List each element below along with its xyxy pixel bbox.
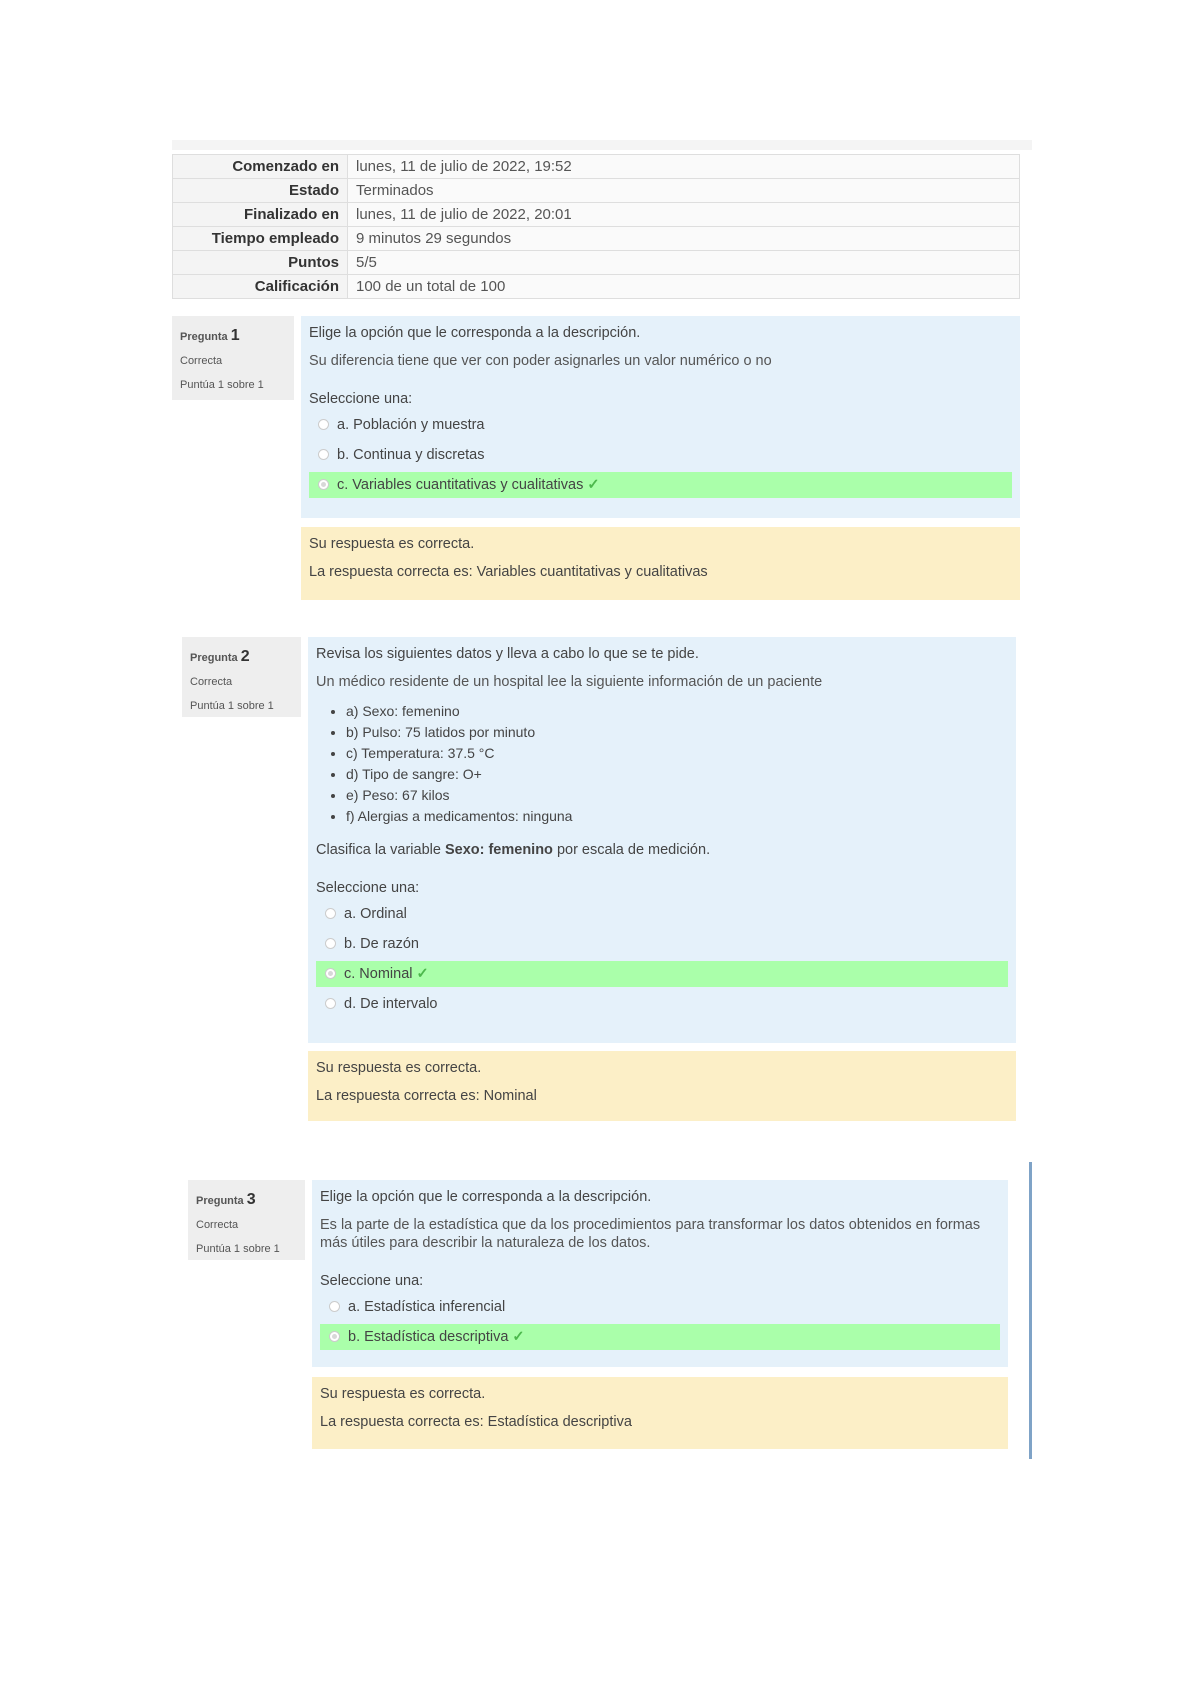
check-icon: ✓ [512, 1329, 525, 1345]
question-formulation-1 [301, 316, 1020, 518]
summary-label: Estado [173, 179, 348, 203]
summary-label: Calificación [173, 275, 348, 299]
option-label: c. Variables cuantitativas y cualitativas [337, 477, 584, 493]
option-label: a. Estadística inferencial [348, 1299, 506, 1315]
question-instruction: Clasifica la variable Sexo: femenino por escala de medición. [316, 842, 711, 858]
question-intro: Elige la opción que le corresponda a la descripción. [320, 1189, 652, 1205]
answer-option[interactable] [309, 412, 1012, 438]
list-item: • f) Alergias a medicamentos: ninguna [346, 806, 1008, 827]
feedback-text: Su respuesta es correcta. [309, 536, 475, 552]
summary-row-finished [173, 203, 1020, 227]
option-label: a. Población y muestra [337, 417, 485, 433]
question-number: Pregunta 3 [196, 1191, 256, 1208]
question-formulation-3 [312, 1180, 1008, 1367]
question-number: Pregunta 1 [180, 327, 240, 344]
radio-button-selected[interactable] [318, 479, 329, 490]
answer-prompt: Seleccione una: [309, 391, 413, 407]
question-grade: Puntúa 1 sobre 1 [180, 379, 264, 391]
answer-options [320, 1294, 1000, 1350]
radio-button[interactable] [318, 449, 329, 460]
answer-option[interactable] [316, 991, 1008, 1017]
list-item: • a) Sexo: femenino [346, 701, 1008, 722]
answer-option[interactable] [316, 931, 1008, 957]
question-state: Correcta [180, 355, 223, 367]
question-intro: Revisa los siguientes datos y lleva a cabo lo que se te pide. [316, 646, 699, 662]
radio-button[interactable] [329, 1301, 340, 1312]
question-formulation-2 [308, 637, 1016, 1043]
question-feedback-1 [301, 527, 1020, 600]
right-answer: La respuesta correcta es: Variables cuantitativas y cualitativas [309, 564, 708, 580]
attempt-summary-table [172, 154, 1020, 299]
radio-button[interactable] [325, 938, 336, 949]
answer-options [309, 412, 1012, 498]
question-text: Un médico residente de un hospital lee la siguiente información de un paciente [316, 674, 823, 690]
question-grade: Puntúa 1 sobre 1 [196, 1243, 280, 1255]
summary-label: Finalizado en [173, 203, 348, 227]
question-feedback-2 [308, 1051, 1016, 1121]
summary-label: Comenzado en [173, 155, 348, 179]
list-item: • b) Pulso: 75 latidos por minuto [346, 722, 1008, 743]
option-label: d. De intervalo [344, 996, 438, 1012]
list-item: • c) Temperatura: 37.5 °C [346, 743, 1008, 764]
radio-button[interactable] [325, 908, 336, 919]
question-feedback-3 [312, 1377, 1008, 1449]
option-label: a. Ordinal [344, 906, 407, 922]
answer-option-correct[interactable] [316, 961, 1008, 987]
answer-option[interactable] [320, 1294, 1000, 1320]
summary-row-points [173, 251, 1020, 275]
summary-value: 9 minutos 29 segundos [348, 227, 1020, 251]
summary-label: Tiempo empleado [173, 227, 348, 251]
option-label: b. De razón [344, 936, 419, 952]
radio-button-selected[interactable] [329, 1331, 340, 1342]
summary-value: 100 de un total de 100 [348, 275, 1020, 299]
feedback-text: Su respuesta es correcta. [320, 1386, 486, 1402]
answer-option-correct[interactable] [320, 1324, 1000, 1350]
radio-button[interactable] [325, 998, 336, 1009]
right-answer: La respuesta correcta es: Nominal [316, 1088, 537, 1104]
summary-row-started [173, 155, 1020, 179]
summary-value: lunes, 11 de julio de 2022, 20:01 [348, 203, 1020, 227]
question-info-3 [188, 1180, 305, 1260]
radio-button[interactable] [318, 419, 329, 430]
summary-row-state [173, 179, 1020, 203]
question-state: Correcta [196, 1219, 239, 1231]
list-item: • e) Peso: 67 kilos [346, 785, 1008, 806]
page-header-band [172, 140, 1032, 150]
summary-value: Terminados [348, 179, 1020, 203]
question-grade: Puntúa 1 sobre 1 [190, 700, 274, 712]
question-text: Su diferencia tiene que ver con poder asignarles un valor numérico o no [309, 353, 772, 369]
question-text: Es la parte de la estadística que da los procedimientos para transformar los datos obtenidos en formas más útiles para describir la naturaleza de los datos. [320, 1217, 981, 1251]
list-item: • d) Tipo de sangre: O+ [346, 764, 1008, 785]
radio-button-selected[interactable] [325, 968, 336, 979]
question-info-2 [182, 637, 301, 717]
answer-prompt: Seleccione una: [316, 880, 420, 896]
summary-value: 5/5 [348, 251, 1020, 275]
summary-row-grade [173, 275, 1020, 299]
check-icon: ✓ [587, 477, 600, 493]
right-answer: La respuesta correcta es: Estadística descriptiva [320, 1414, 632, 1430]
question-number: Pregunta 2 [190, 648, 250, 665]
feedback-text: Su respuesta es correcta. [316, 1060, 482, 1076]
summary-row-time [173, 227, 1020, 251]
scrollbar[interactable] [1029, 1162, 1032, 1459]
summary-value: lunes, 11 de julio de 2022, 19:52 [348, 155, 1020, 179]
answer-option-correct[interactable] [309, 472, 1012, 498]
option-label: b. Continua y discretas [337, 447, 485, 463]
answer-options [316, 901, 1008, 1017]
question-info-1 [172, 316, 294, 400]
option-label: b. Estadística descriptiva [348, 1329, 509, 1345]
answer-option[interactable] [316, 901, 1008, 927]
option-label: c. Nominal [344, 966, 413, 982]
check-icon: ✓ [416, 966, 429, 982]
summary-label: Puntos [173, 251, 348, 275]
answer-prompt: Seleccione una: [320, 1273, 424, 1289]
patient-data-list [316, 701, 1008, 827]
question-state: Correcta [190, 676, 233, 688]
answer-option[interactable] [309, 442, 1012, 468]
question-intro: Elige la opción que le corresponda a la descripción. [309, 325, 641, 341]
